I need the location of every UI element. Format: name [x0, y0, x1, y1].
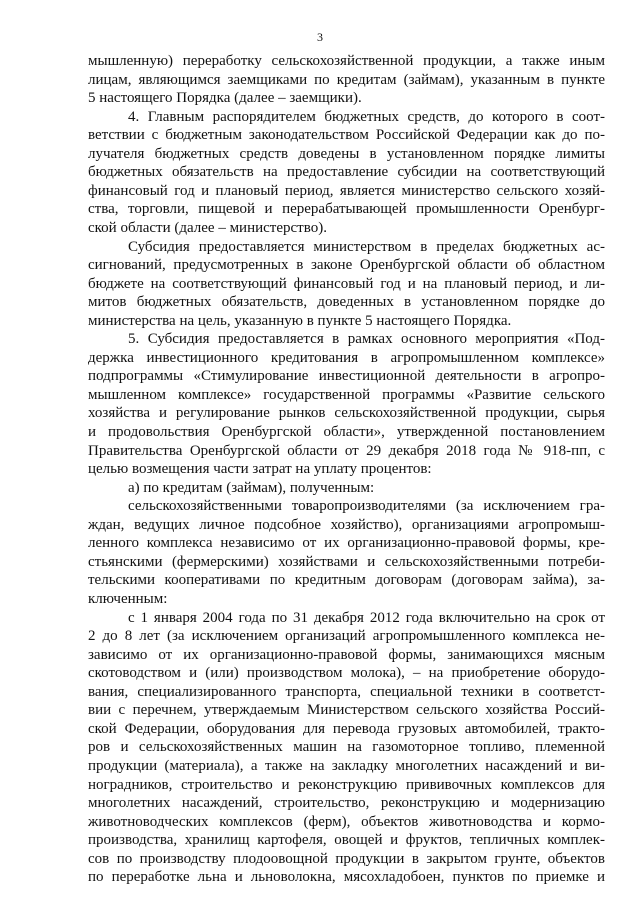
- text-line: сельскохозяйственными товаропроизводителями (за исключением гра-: [128, 498, 605, 515]
- text-line: митов бюджетных обязательств, доведенных в установленном порядке до: [88, 294, 605, 311]
- text-line: ской Федерации, оборудования для перевода грузовых автомобилей, тракто-: [88, 720, 605, 737]
- text-line: 2 до 8 лет (за исключением организаций агропромышленного комплекса не-: [88, 628, 605, 645]
- text-line: животноводческих комплексов (ферм), объектов животноводства и кормо-: [88, 813, 605, 830]
- text-line: продукции (материала), а также на закладку многолетних насаждений и ви-: [88, 757, 605, 774]
- text-line: вания, специализированного транспорта, специальной техники в соответст-: [88, 683, 605, 700]
- text-line: подпрограммы «Стимулирование инвестиционной деятельности в агропро-: [88, 368, 605, 385]
- text-line: производства, хранилищ картофеля, овощей и фруктов, тепличных комплек-: [88, 832, 605, 849]
- text-line: с 1 января 2004 года по 31 декабря 2012 года включительно на срок от: [128, 609, 605, 626]
- text-line: сигнований, предусмотренных в законе Оренбургской области об областном: [88, 257, 605, 274]
- text-line: ской области (далее – министерство).: [88, 220, 327, 236]
- text-line: хозяйства и регулирование рынков сельскохозяйственной продукции, сырья: [88, 405, 605, 422]
- text-line: и продовольствия Оренбургской области», утвержденной постановлением: [88, 424, 605, 440]
- text-line: а) по кредитам (займам), полученным:: [128, 479, 375, 496]
- text-line: зависимо от их организационно-правовой формы, занимающихся мясным: [88, 646, 605, 663]
- text-line: ветствии с бюджетным законодательством Российской Федерации как до по-: [88, 127, 605, 144]
- text-line: 4. Главным распорядителем бюджетных средств, до которого в соот-: [128, 108, 605, 125]
- text-line: бюджете на соответствующий финансовый год и на плановый период, и ли-: [88, 275, 605, 292]
- text-line: стьянскими (фермерскими) хозяйствами и сельскохозяйственными потреби-: [88, 553, 605, 570]
- text-line: держка инвестиционного кредитования в агропромышленном комплексе»: [88, 349, 605, 366]
- text-line: мышленную) переработку сельскохозяйственной продукции, а также иным: [88, 53, 605, 69]
- text-line: тельскими кооперативами по кредитным договорам (договорам займа), за-: [88, 572, 605, 589]
- text-line: ства, торговли, пищевой и перерабатывающей промышленности Оренбург-: [88, 201, 605, 218]
- text-line: вии с перечнем, утверждаемым Министерством сельского хозяйства Россий-: [88, 702, 605, 719]
- text-line: финансовый год и плановый период, является министерство сельского хозяй-: [88, 182, 605, 199]
- text-line: по переработке льна и льноволокна, мясохладобоен, пунктов по приемке и: [88, 869, 605, 886]
- text-line: ноградников, строительство и реконструкцию прививочных комплексов для: [88, 776, 605, 793]
- text-line: ждан, ведущих личное подсобное хозяйство), организациями агропромыш-: [88, 516, 605, 533]
- text-line: ключенным:: [88, 591, 168, 607]
- text-line: многолетних насаждений, строительство, реконструкцию и модернизацию: [88, 795, 605, 811]
- text-line: Правительства Оренбургской области от 29 декабря 2018 года № 918-пп, с: [88, 442, 605, 459]
- text-line: Субсидия предоставляется министерством в пределах бюджетных ас-: [128, 238, 605, 255]
- text-line: сов по производству плодоовощной продукции в закрытом грунте, объектов: [88, 850, 605, 867]
- text-line: ленного комплекса независимо от их организационно-правовой формы, кре-: [88, 535, 605, 552]
- text-line: целью возмещения части затрат на уплату процентов:: [88, 461, 432, 478]
- text-line: ров и сельскохозяйственных машин на газомоторное топливо, племенной: [88, 739, 605, 756]
- text-line: лицам, являющимся заемщиками по кредитам (займам), указанным в пункте: [88, 71, 605, 88]
- page-number: 3: [317, 30, 323, 44]
- text-line: 5. Субсидия предоставляется в рамках основного мероприятия «Под-: [128, 331, 605, 348]
- text-line: бюджетных обязательств на предоставление субсидии на соответствующий: [88, 164, 605, 181]
- text-line: 5 настоящего Порядка (далее – заемщики).: [88, 90, 362, 107]
- text-line: министерства на цель, указанную в пункте 5 настоящего Порядка.: [88, 312, 512, 329]
- text-line: лучателя бюджетных средств доведены в установленном порядке лимиты: [88, 145, 605, 162]
- text-line: мышленном комплексе» государственной программы «Развитие сельского: [88, 386, 605, 403]
- text-line: скотоводством и (или) производством молока), – на приобретение оборудо-: [88, 665, 605, 682]
